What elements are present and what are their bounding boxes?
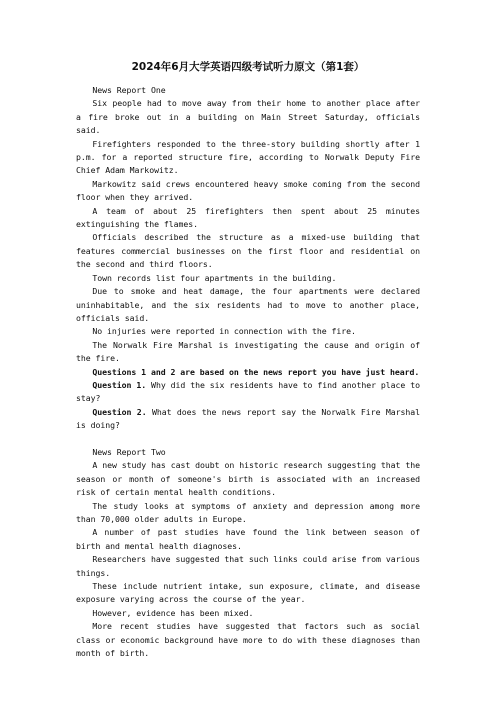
paragraph: Officials described the structure as a mixed-use building that features commercial businesses on the first floor and residential on the second and third floors. [76, 232, 420, 270]
paragraph: The study looks at symptoms of anxiety and depression among more than 70,000 older adults in Europe. [76, 500, 420, 524]
paragraph: Due to smoke and heat damage, the four apartments were declared uninhabitable, and the six residents had to move to another place, officials said. [76, 286, 420, 323]
question-text: What does the news report say the Norwalk Fire Marshal is doing? [76, 406, 420, 431]
paragraph: Markowitz said crews encountered heavy smoke coming from the second floor when they arrived. [76, 178, 420, 203]
paragraph: Six people had to move away from their home to another place after a fire broke out in a building on Main Street Saturday, officials said. [76, 98, 420, 136]
section-heading: News Report One [92, 85, 166, 95]
question-label: Question 2. [92, 406, 147, 417]
paragraph: These include nutrient intake, sun exposure, climate, and disease exposure varying across the course of the year. [76, 581, 420, 605]
question-label: Question 1. [92, 379, 147, 390]
document-body [76, 84, 420, 660]
paragraph: Researchers have suggested that such links could arise from various things. [76, 554, 420, 578]
paragraph: No injuries were reported in connection with the fire. [92, 326, 356, 337]
paragraph: Town records list four apartments in the building. [92, 272, 337, 283]
paragraph: The Norwalk Fire Marshal is investigating the cause and origin of the fire. [76, 339, 420, 364]
section-gap [76, 433, 420, 446]
paragraph: A number of past studies have found the link between season of birth and mental health diagnoses. [76, 527, 420, 551]
paragraph: A team of about 25 firefighters then spent about 25 minutes extinguishing the flames. [76, 205, 420, 230]
question [76, 379, 420, 406]
question-intro: Questions 1 and 2 are based on the news report you have just heard. [92, 366, 420, 377]
paragraph: More recent studies have suggested that factors such as social class or economic background have more to do with these diagnoses than month of birth. [76, 621, 420, 659]
paragraph: However, evidence has been mixed. [92, 607, 254, 618]
question [76, 406, 420, 433]
section-heading: News Report Two [92, 446, 166, 457]
document-title: 2024年6月大学英语四级考试听力原文（第1套） [131, 61, 365, 73]
question-text: Why did the six residents have to find another place to stay? [76, 379, 420, 404]
paragraph: Firefighters responded to the three-story building shortly after 1 p.m. for a reported structure fire, according to Norwalk Deputy Fire Chief Adam Markowitz. [76, 138, 420, 176]
paragraph: A new study has cast doubt on historic research suggesting that the season or month of someone's birth is associated with an increased risk of certain mental health conditions. [76, 460, 420, 498]
